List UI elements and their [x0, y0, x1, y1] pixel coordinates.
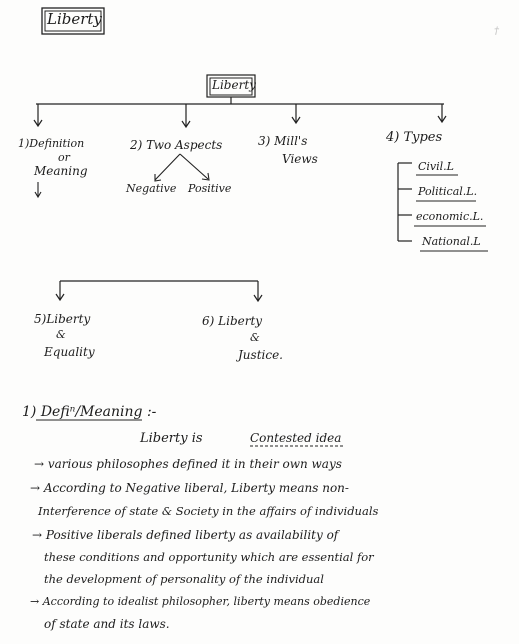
branch-justice-line2: & — [250, 331, 260, 344]
branch-justice-line1: 6) Liberty — [202, 314, 263, 328]
branch-definition-line2: or — [58, 151, 70, 164]
branch-mills-line2: Views — [282, 152, 318, 166]
branch-definition-line3: Meaning — [34, 164, 88, 178]
type-political: Political.L. — [418, 185, 478, 198]
notes-line: → various philosophes defined it in their own ways — [34, 457, 342, 471]
branch-equality-line2: & — [56, 328, 66, 341]
notes-line: → According to Negative liberal, Liberty means non- — [30, 481, 349, 495]
notes-heading: 1) Defiⁿ/Meaning :- — [22, 404, 157, 420]
notes-line: → According to idealist philosopher, liberty means obedience — [30, 595, 371, 608]
branch-equality-line3: Equality — [44, 345, 95, 359]
type-civil: Civil.L — [418, 160, 454, 173]
map-root: Liberty — [212, 78, 256, 92]
type-national: National.L — [422, 235, 481, 248]
type-economic: economic.L. — [416, 210, 484, 223]
aspect-negative: Negative — [126, 182, 177, 195]
branch-mills-line1: 3) Mill's — [258, 134, 308, 148]
branch-justice-line3: Justice. — [238, 348, 283, 362]
notes-line: Interference of state & Society in the affairs of individuals — [38, 504, 379, 518]
notes-line: the development of personality of the individual — [44, 572, 324, 586]
branch-aspects: 2) Two Aspects — [130, 138, 223, 152]
corner-mark: † — [494, 26, 499, 37]
page-title: Liberty — [47, 10, 102, 28]
aspect-positive: Positive — [188, 182, 232, 195]
notes-line: → Positive liberals defined liberty as availability of — [32, 528, 339, 542]
types-bracket — [398, 163, 412, 241]
notes-intro-prefix: Liberty is — [140, 431, 203, 446]
branch-arrows — [34, 104, 446, 127]
branch-definition-line1: 1)Definition — [18, 137, 85, 150]
notes-line: of state and its laws. — [44, 617, 170, 631]
notes-line: these conditions and opportunity which are essential for — [44, 550, 374, 564]
branch-equality-line1: 5)Liberty — [34, 312, 91, 326]
aspects-split — [155, 154, 209, 181]
branch-types: 4) Types — [386, 130, 443, 145]
notes-intro-term: Contested idea — [250, 431, 342, 445]
